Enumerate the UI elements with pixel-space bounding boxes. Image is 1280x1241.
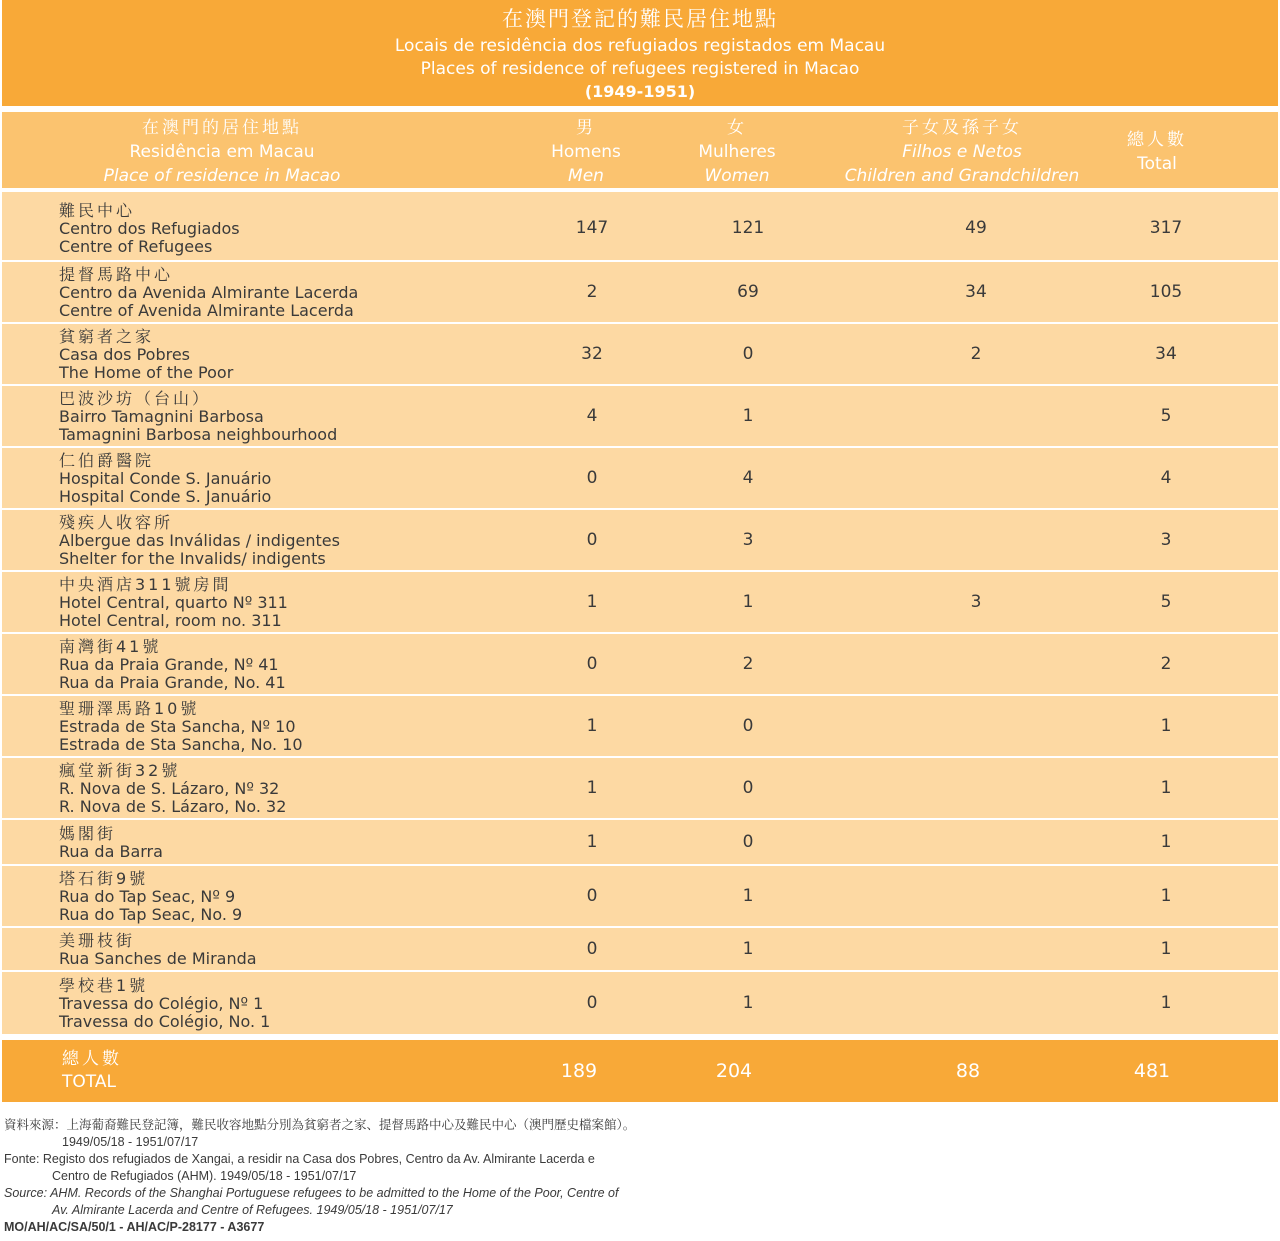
cell-men: 0 [586,468,598,488]
cell-women: 1 [742,993,754,1013]
cell-men: 0 [586,886,598,906]
cell-men: 1 [586,716,598,736]
cell-total: 4 [1160,468,1172,488]
cell-total: 105 [1149,282,1183,302]
place-name [59,825,163,861]
table-row [2,820,1278,866]
place-name [59,514,340,568]
cell-women: 0 [742,778,754,798]
total-total: 481 [1133,1060,1171,1082]
place-name [59,638,286,692]
cell-children: 3 [970,592,982,612]
note-portuguese-1: Fonte: Registo dos refugiados de Xangai, a residir na Casa dos Pobres, Centro da Av. Almirante Lacerda e [4,1152,595,1166]
place-name-zh: 瘋堂新街32號 [59,761,181,780]
table-row [2,696,1278,758]
place-name-pt: Centro da Avenida Almirante Lacerda [59,283,359,302]
archive-reference: MO/AH/AC/SA/50/1 - AH/AC/P-28177 - A3677 [4,1220,265,1234]
note-english-1: Source: AHM. Records of the Shanghai Portuguese refugees to be admitted to the Home of the Poor, Centre of [4,1186,619,1200]
place-name-pt: Casa dos Pobres [59,345,190,364]
place-name-zh: 殘疾人收容所 [59,513,174,532]
place-name-zh: 聖珊澤馬路10號 [59,699,200,718]
note-chinese-dates: 1949/05/18 - 1951/07/17 [62,1135,199,1149]
place-name-pt: Bairro Tamagnini Barbosa [59,407,264,426]
place-name-en: Rua da Praia Grande, No. 41 [59,673,286,692]
cell-total: 1 [1160,886,1172,906]
cell-total: 5 [1160,406,1172,426]
header-women: 女 Mulheres Women [698,118,776,186]
cell-children: 2 [970,344,982,364]
cell-children: 49 [965,218,987,238]
place-name-pt: Centro dos Refugiados [59,219,240,238]
header-men: 男 Homens Men [551,118,621,186]
cell-women: 1 [742,406,754,426]
note-english-2: Av. Almirante Lacerda and Centre of Refugees. 1949/05/18 - 1951/07/17 [52,1203,453,1217]
cell-total: 1 [1160,939,1172,959]
table-row [2,196,1278,262]
place-name-zh: 學校巷1號 [59,976,149,995]
total-men: 189 [560,1060,598,1082]
place-name-zh: 南灣街41號 [59,637,162,656]
cell-total: 1 [1160,993,1172,1013]
header-place: 在澳門的居住地點 Residência em Macau Place of residence in Macao [103,118,341,186]
table-row [2,572,1278,634]
place-name-pt: Albergue das Inválidas / indigentes [59,531,340,550]
table-row [2,928,1278,972]
place-name [59,266,358,320]
place-name-pt: Estrada de Sta Sancha, Nº 10 [59,717,296,736]
total-label: 總人數 TOTAL [62,1049,122,1092]
table-row [2,448,1278,510]
header-total: 總人數 Total [1127,130,1187,174]
place-name-zh: 貧窮者之家 [59,327,155,346]
title-portuguese: Locais de residência dos refugiados registados em Macau [394,36,886,56]
table-row [2,866,1278,928]
place-name-en: Travessa do Colégio, No. 1 [59,1012,271,1031]
place-name [59,932,257,968]
cell-children: 34 [965,282,987,302]
cell-total: 3 [1160,530,1172,550]
cell-total: 317 [1149,218,1183,238]
note-chinese: 資料來源：上海葡裔難民登記簿，難民收容地點分別為貧窮者之家、提督馬路中心及難民中心（澳門歷史檔案館）。 [4,1118,636,1132]
place-name-en: Centre of Refugees [59,237,213,256]
source-notes [4,1117,764,1236]
cell-women: 0 [742,832,754,852]
cell-total: 2 [1160,654,1172,674]
place-name-pt: R. Nova de S. Lázaro, Nº 32 [59,779,280,798]
cell-men: 1 [586,832,598,852]
place-name [59,452,271,506]
table-row [2,510,1278,572]
cell-men: 0 [586,654,598,674]
place-name [59,576,288,630]
place-name-en: Estrada de Sta Sancha, No. 10 [59,735,303,754]
table-row [2,262,1278,324]
place-name-pt: Rua Sanches de Miranda [59,949,257,968]
cell-women: 121 [731,218,765,238]
place-name-en: Shelter for the Invalids/ indigents [59,549,326,568]
title-years: (1949-1951) [584,82,696,101]
place-name-zh: 中央酒店311號房間 [59,575,232,594]
table-header [2,112,1278,188]
cell-women: 1 [742,592,754,612]
place-name [59,977,270,1031]
place-name-en: The Home of the Poor [59,363,234,382]
title-chinese: 在澳門登記的難民居住地點 [502,7,778,31]
place-name [59,762,286,816]
total-row [2,1040,1278,1102]
place-name-pt: Travessa do Colégio, Nº 1 [59,994,264,1013]
cell-women: 0 [742,716,754,736]
cell-men: 4 [586,406,598,426]
place-name-en: R. Nova de S. Lázaro, No. 32 [59,797,287,816]
cell-men: 32 [581,344,603,364]
place-name-pt: Hospital Conde S. Januário [59,469,272,488]
cell-men: 0 [586,939,598,959]
cell-women: 1 [742,939,754,959]
title-english: Places of residence of refugees registered in Macao [420,59,860,79]
cell-women: 69 [737,282,759,302]
place-name-pt: Hotel Central, quarto Nº 311 [59,593,288,612]
place-name-en: Centre of Avenida Almirante Lacerda [59,301,354,320]
cell-women: 0 [742,344,754,364]
cell-men: 0 [586,993,598,1013]
place-name-zh: 仁伯爵醫院 [59,451,155,470]
cell-women: 1 [742,886,754,906]
place-name-pt: Rua do Tap Seac, Nº 9 [59,887,236,906]
cell-total: 1 [1160,778,1172,798]
cell-men: 2 [586,282,598,302]
table-row [2,386,1278,448]
cell-total: 1 [1160,716,1172,736]
place-name-en: Tamagnini Barbosa neighbourhood [59,425,338,444]
cell-men: 1 [586,778,598,798]
place-name-zh: 塔石街9號 [59,869,149,888]
place-name [59,700,303,754]
place-name-zh: 提督馬路中心 [59,265,174,284]
cell-men: 0 [586,530,598,550]
place-name-zh: 媽閣街 [59,824,117,843]
place-name [59,202,240,256]
cell-total: 5 [1160,592,1172,612]
cell-women: 2 [742,654,754,674]
place-name-zh: 美珊枝街 [59,931,136,950]
title-band [2,0,1278,106]
place-name-pt: Rua da Praia Grande, Nº 41 [59,655,279,674]
header-children: 子女及孫子女 Filhos e Netos Children and Grandchildren [844,118,1080,186]
place-name-en: Hospital Conde S. Januário [59,487,272,506]
cell-total: 1 [1160,832,1172,852]
table-row [2,758,1278,820]
place-name [59,390,337,444]
note-portuguese-2: Centro de Refugiados (AHM). 1949/05/18 - 1951/07/17 [52,1169,357,1183]
cell-men: 147 [575,218,609,238]
place-name-en: Hotel Central, room no. 311 [59,611,282,630]
cell-women: 4 [742,468,754,488]
total-women: 204 [715,1060,753,1082]
cell-women: 3 [742,530,754,550]
table-row [2,972,1278,1036]
cell-men: 1 [586,592,598,612]
place-name [59,328,233,382]
table-row [2,634,1278,696]
place-name [59,870,242,924]
cell-total: 34 [1155,344,1177,364]
place-name-pt: Rua da Barra [59,842,163,861]
place-name-zh: 巴波沙坊（台山） [59,389,212,408]
table-row [2,324,1278,386]
place-name-en: Rua do Tap Seac, No. 9 [59,905,243,924]
place-name-zh: 難民中心 [59,201,136,220]
total-children: 88 [955,1060,981,1082]
